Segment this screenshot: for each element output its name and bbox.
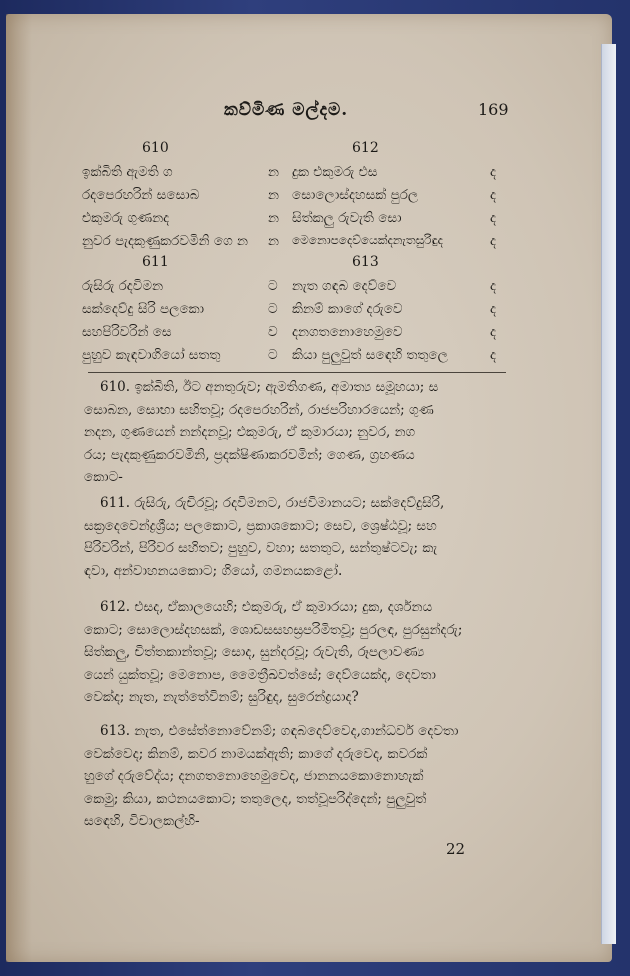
commentary-line: කෙමු; කියා, කථනයකොට; තතුලෙද, තත්වූපරිද්දෙන්; පුලුවුත් <box>84 790 427 807</box>
commentary-line: රය; පැදකුණුකරවමිනි, ප්‍රදක්ෂිණාකරවමින්; ගෙණ, ග්‍රහණය <box>84 446 415 463</box>
verse-rhyme: ද <box>490 187 496 203</box>
commentary-line: ඉක්බිති, ඊට අනතුරුව; ඇමතිගණ, අමාත්‍ය සමූහයා; ස <box>134 379 439 395</box>
verse-rhyme: ට <box>268 347 278 363</box>
verse-rhyme: ට <box>268 278 278 294</box>
commentary-line: සොබන, සොභා සහිතවූ; රදපෙරහරින්, රාජපරිහාරයෙන්; ගුණ <box>84 401 434 418</box>
verse-rhyme: ද <box>490 347 496 363</box>
verse-rhyme: න <box>268 187 279 203</box>
commentary-line: නැත, එසේත්නොවේනම්; ගඳබදෙව්වෙද,ගාන්ධර්ව දෙවතා <box>134 723 459 739</box>
verse-rhyme: ව <box>268 324 278 340</box>
commentary-number: 610. <box>100 379 131 395</box>
verse-line: සිත්කලු රුවැති සො <box>292 210 402 226</box>
verse-line: කියා පුලුවුත් සඳෙහි තතුලෙ <box>292 347 448 363</box>
verse-number: 611 <box>142 254 169 270</box>
verse-line: රුසිරු රදවිමන <box>82 278 164 294</box>
commentary-number: 611. <box>100 495 131 511</box>
commentary-line: සඳෙහි, විචාලකල්හි- <box>84 813 200 830</box>
commentary-line: රුසිරු, රුචිරවූ; රදවිමනට, රාජවිමානයට; සක්දෙව්දුසිරි, <box>134 495 445 511</box>
verse-rhyme: ද <box>490 210 496 226</box>
verse-line: සක්දෙව්දු සිරි පලකො <box>82 301 205 317</box>
verse-line: මෙනොපදෙව්යෙක්දනැතසුරිඳුද <box>292 233 443 247</box>
commentary-paragraph <box>84 596 516 709</box>
verse-rhyme: න <box>268 164 279 180</box>
verse-rhyme: ද <box>490 164 496 180</box>
book-page <box>6 14 612 962</box>
verse-rhyme: ද <box>490 301 496 317</box>
commentary-paragraph <box>84 720 516 833</box>
verse-line: කිනම් කාගේ දරුවෙ <box>292 301 403 317</box>
commentary-line: එසද, ඒකාලයෙහි; එකුමරු, ඒ කුමාරයා; දුක, දර්ශනය <box>134 599 433 615</box>
commentary-line: කොට; සොලොස්දහසක්, ශොඩසසහස්‍රපරිමිතවූ; පුරලඳ, පුරසුන්දරු; <box>84 621 463 638</box>
verse-number: 610 <box>142 140 169 156</box>
commentary-line: වෙක්ද; නැත, නැත්තේවිනම්; සුරිඳුද, සුරෙන්ද්‍රයාද? <box>84 689 359 706</box>
verse-line: දනගතනොහෙමුවෙ <box>292 324 403 340</box>
verse-line: රදපෙරහරින් සසොබ <box>82 187 200 203</box>
verse-line: එකුමරු ගුණනද <box>82 210 170 226</box>
commentary-number: 613. <box>100 723 131 739</box>
commentary-line: වෙක්වෙද; කිනම්, කවර නාමයක්ඇති; කාගේ දරුවෙද, කවරක් <box>84 745 428 762</box>
commentary-line: ඳවා, අන්වාහනයකොට; ගියෝ, ගමනයකළෝ. <box>84 562 343 579</box>
section-divider <box>88 372 506 373</box>
commentary-paragraph <box>84 492 516 582</box>
verse-line: සොලොස්දහසක් පුරල <box>292 187 419 203</box>
verse-rhyme: න <box>268 210 279 226</box>
verse-line: ඉක්බිති ඇමති ග <box>82 164 173 180</box>
verse-line: නුවර පැදකුණුකරවමිනි ගෙ න <box>82 233 249 249</box>
verse-line: පුහුව කැඳවාගියෝ සතතු <box>82 347 221 363</box>
verse-number: 612 <box>352 140 379 156</box>
verse-rhyme: ද <box>490 278 496 294</box>
verse-number: 613 <box>352 254 379 270</box>
page-number: 169 <box>478 100 509 119</box>
verse-rhyme: ද <box>490 324 496 340</box>
commentary-line: නදන, ගුණයෙන් නන්දනවූ; එකුමරු, ඒ කුමාරයා; නුවර, නග <box>84 424 416 441</box>
verse-line: නැත ගඳබ දෙව්වෙ <box>292 278 397 294</box>
verse-line: දුක එකුමරු එස <box>292 164 378 180</box>
commentary-line: පිරිවරින්, පිරිවර සහිතව; පුහුව, වහා; සතතුට, සන්තුෂ්ටවැ; කැ <box>84 540 438 557</box>
commentary-line: සක්‍රදෙවෙන්ද්‍රශ්‍රීය; පලකොට, ප්‍රකාශකොට; සෙව, ශ්‍රෙෂ්ඨවූ; සහ <box>84 517 437 534</box>
verse-line: සහපිරිවරින් සෙ <box>82 324 172 340</box>
commentary-paragraph <box>84 376 516 489</box>
running-title: කව්මිණ මල්දම. <box>224 100 349 120</box>
commentary-line: හුගේ දරුවේද්ය; දනගතනොහෙමුවෙද, ජානනයකොනොහැක් <box>84 768 424 785</box>
commentary-line: කොට- <box>84 469 123 486</box>
commentary-line: යෙන් යුක්තවූ; මෙනොප, මෛත්‍රීඛවත්සේ; දෙව්යෙක්ද, දෙවතා <box>84 666 436 683</box>
signature-mark: 22 <box>446 840 466 858</box>
verse-rhyme: න <box>268 233 279 249</box>
commentary-line: සිත්කලු, චිත්තකාන්තවූ; සොද, සුන්දරවූ; රුවැති, රූපලාවණ්‍ය <box>84 644 425 661</box>
verse-rhyme: ට <box>268 301 278 317</box>
verse-rhyme: ද <box>490 233 496 249</box>
page-stack-edge <box>601 44 616 944</box>
commentary-number: 612. <box>100 599 131 615</box>
